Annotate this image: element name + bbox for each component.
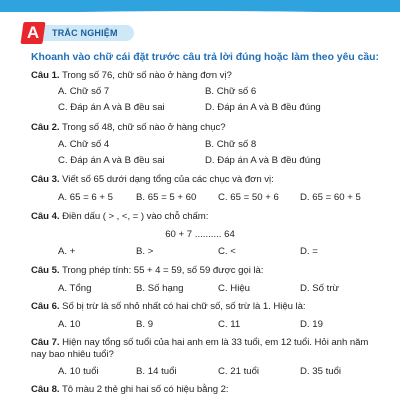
question-text: Viết số 65 dưới dạng tổng của các chục và đơn vị: — [59, 174, 274, 185]
question-label: Câu 8. — [31, 384, 60, 395]
question-7 — [31, 337, 368, 348]
option-c[interactable]: C. 11 — [218, 319, 241, 330]
option-b[interactable]: B. Chữ số 6 — [205, 86, 257, 97]
option-c[interactable]: C. Đáp án A và B đều sai — [58, 155, 165, 166]
option-d[interactable]: D. Số trừ — [300, 283, 339, 294]
option-a[interactable]: A. 10 — [58, 319, 81, 330]
option-d[interactable]: D. 19 — [300, 319, 323, 330]
option-c[interactable]: C. Đáp án A và B đều sai — [58, 102, 165, 113]
question-7-continued: nay bao nhiêu tuổi? — [31, 349, 114, 360]
question-label: Câu 2. — [31, 122, 60, 133]
option-b[interactable]: B. Số hạng — [136, 283, 184, 294]
comparison-expression: 60 + 7 .......... 64 — [165, 229, 235, 240]
question-label: Câu 7. — [31, 337, 60, 348]
question-text: Tô màu 2 thẻ ghi hai số có hiệu bằng 2: — [59, 384, 229, 395]
option-b[interactable]: B. 14 tuổi — [136, 366, 177, 377]
question-3 — [31, 174, 274, 185]
option-b[interactable]: B. > — [136, 246, 154, 257]
question-text: Trong số 48, chữ số nào ở hàng chục? — [59, 122, 226, 133]
question-text: Điền dấu ( > , <, = ) vào chỗ chấm: — [59, 211, 209, 222]
option-a[interactable]: A. 10 tuổi — [58, 366, 99, 377]
option-a[interactable]: A. Chữ số 4 — [58, 139, 110, 150]
question-label: Câu 3. — [31, 174, 60, 185]
question-8 — [31, 384, 229, 395]
question-label: Câu 5. — [31, 265, 60, 276]
option-d[interactable]: D. 65 = 60 + 5 — [300, 192, 361, 203]
question-label: Câu 4. — [31, 211, 60, 222]
option-a[interactable]: A. + — [58, 246, 76, 257]
option-c[interactable]: C. < — [218, 246, 236, 257]
question-2 — [31, 122, 226, 133]
question-text: Hiện nay tổng số tuổi của hai anh em là 33 tuổi, em 12 tuổi. Hỏi anh năm — [59, 337, 369, 348]
question-text: Trong số 76, chữ số nào ở hàng đơn vị? — [59, 70, 232, 81]
question-6 — [31, 301, 306, 312]
option-a[interactable]: A. 65 = 6 + 5 — [58, 192, 113, 203]
section-title: TRẮC NGHIỆM — [38, 25, 134, 41]
question-text: Số bị trừ là số nhỏ nhất có hai chữ số, số trừ là 1. Hiệu là: — [59, 301, 306, 312]
option-b[interactable]: B. Chữ số 8 — [205, 139, 257, 150]
option-d[interactable]: D. = — [300, 246, 318, 257]
option-d[interactable]: D. Đáp án A và B đều đúng — [205, 102, 321, 113]
option-d[interactable]: D. 35 tuổi — [300, 366, 342, 377]
option-a[interactable]: A. Tổng — [58, 283, 92, 294]
top-band — [0, 0, 400, 12]
option-b[interactable]: B. 65 = 5 + 60 — [136, 192, 197, 203]
question-5 — [31, 265, 263, 276]
section-letter: A — [22, 22, 44, 44]
instruction: Khoanh vào chữ cái đặt trước câu trả lời đúng hoặc làm theo yêu cầu: — [31, 52, 379, 63]
question-4 — [31, 211, 208, 222]
option-c[interactable]: C. 21 tuổi — [218, 366, 260, 377]
option-a[interactable]: A. Chữ số 7 — [58, 86, 110, 97]
section-header — [22, 22, 134, 44]
question-label: Câu 6. — [31, 301, 60, 312]
option-c[interactable]: C. 65 = 50 + 6 — [218, 192, 279, 203]
question-1 — [31, 70, 232, 81]
question-label: Câu 1. — [31, 70, 60, 81]
option-b[interactable]: B. 9 — [136, 319, 154, 330]
option-c[interactable]: C. Hiệu — [218, 283, 250, 294]
question-text: Trong phép tính: 55 + 4 = 59, số 59 được gọi là: — [59, 265, 264, 276]
option-d[interactable]: D. Đáp án A và B đều đúng — [205, 155, 321, 166]
